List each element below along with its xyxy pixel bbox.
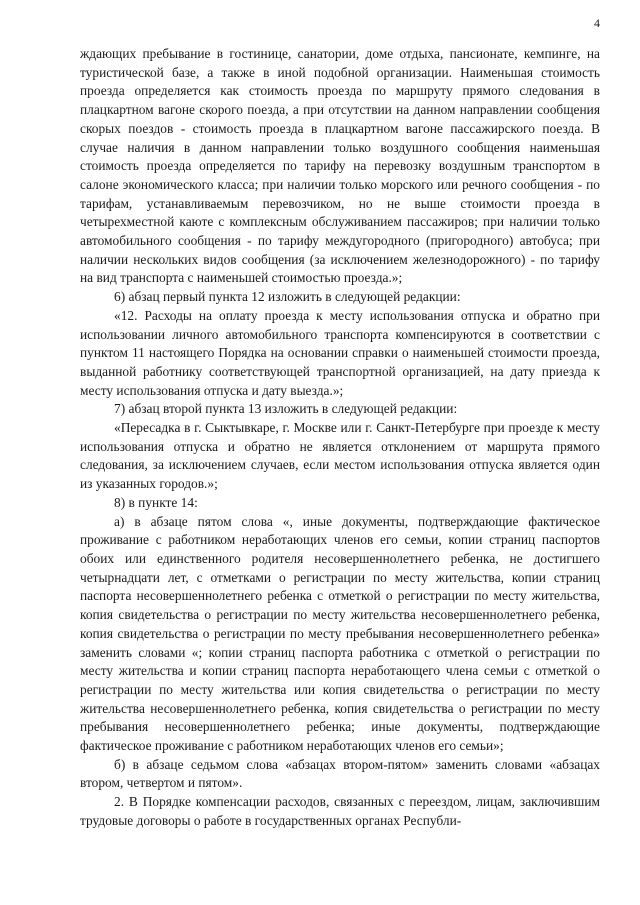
paragraph-continuation: ждающих пребывание в гостинице, санатории, доме отдыха, пансионате, кемпинге, на туристической базе, а также в иной подобной организации. Наименьшая стоимость проезда определяется как стоимость проезда по маршруту прямого следования в плацкартном вагоне скорого поезда, а при отсутствии на данном направлении сообщения скорых поездов - стоимость проезда в плацкартном вагоне пассажирского поезда. В случае наличия в данном направлении только воздушного сообщения наименьшая стоимость проезда определяется по тарифу на перевозку воздушным транспортом в салоне экономического класса; при наличии только морского или речного сообщения - по тарифам, устанавливаемым перевозчиком, но не выше стоимости проезда в четырехместной каюте с комплексным обслуживанием пассажиров; при наличии только автомобильного сообщения - по тарифу междугородного (пригородного) автобуса; при наличии нескольких видов сообщения (за исключением железнодорожного) - по тарифу на вид транспорта с наименьшей стоимостью проезда.»; <box>80 46 600 286</box>
paragraph-item-7: 7) абзац второй пункта 13 изложить в следующей редакции: <box>114 401 458 417</box>
page-number: 4 <box>594 16 600 30</box>
paragraph-item-6: 6) абзац первый пункта 12 изложить в следующей редакции: <box>114 289 461 305</box>
document-body <box>80 45 600 831</box>
paragraph-transfer-text: «Пересадка в г. Сыктывкаре, г. Москве или г. Санкт-Петербурге при проезде к месту использования отпуска и обратно не является отклонением от маршрута прямого следования, за исключением случаев, если местом использования отпуска является один из указанных городов.»; <box>80 420 600 492</box>
paragraph-item-12-text: «12. Расходы на оплату проезда к месту использования отпуска и обратно при использовании личного автомобильного транспорта компенсируются в соответствии с пунктом 11 настоящего Порядка на основании справки о наименьшей стоимости проезда, выданной работнику соответствующей транспортной организацией, на дату приезда к месту использования отпуска и дату выезда.»; <box>80 307 600 398</box>
paragraph-section-2: 2. В Порядке компенсации расходов, связанных с переездом, лицам, заключившим трудовые договоры о работе в государственных органах Республи- <box>80 794 600 828</box>
paragraph-item-8: 8) в пункте 14: <box>114 494 198 510</box>
paragraph-subitem-b: б) в абзаце седьмом слова «абзацах втором-пятом» заменить словами «абзацах втором, четвертом и пятом». <box>80 756 600 791</box>
paragraph-subitem-a: а) в абзаце пятом слова «, иные документы, подтверждающие фактическое проживание с работником неработающих членов его семьи, копии страниц паспортов обоих или единственного родителя несовершеннолетнего ребенка, не достигшего четырнадцати лет, с отметками о регистрации по месту жительства, копии страниц паспорта несовершеннолетнего ребенка с отметкой о регистрации по месту жительства, копия свидетельства о регистрации по месту жительства несовершеннолетнего ребенка, копия свидетельства о регистрации по месту пребывания несовершеннолетнего ребенка» заменить словами «; копии страниц паспорта работника с отметкой о регистрации по месту жительства и копии страниц паспорта неработающего члена семьи с отметкой о регистрации по месту жительства или копия свидетельства о регистрации по месту жительства несовершеннолетнего ребенка, копия свидетельства о регистрации по месту пребывания несовершеннолетнего ребенка; иные документы, подтверждающие фактическое проживание с работником неработающих членов его семьи»; <box>80 513 600 754</box>
